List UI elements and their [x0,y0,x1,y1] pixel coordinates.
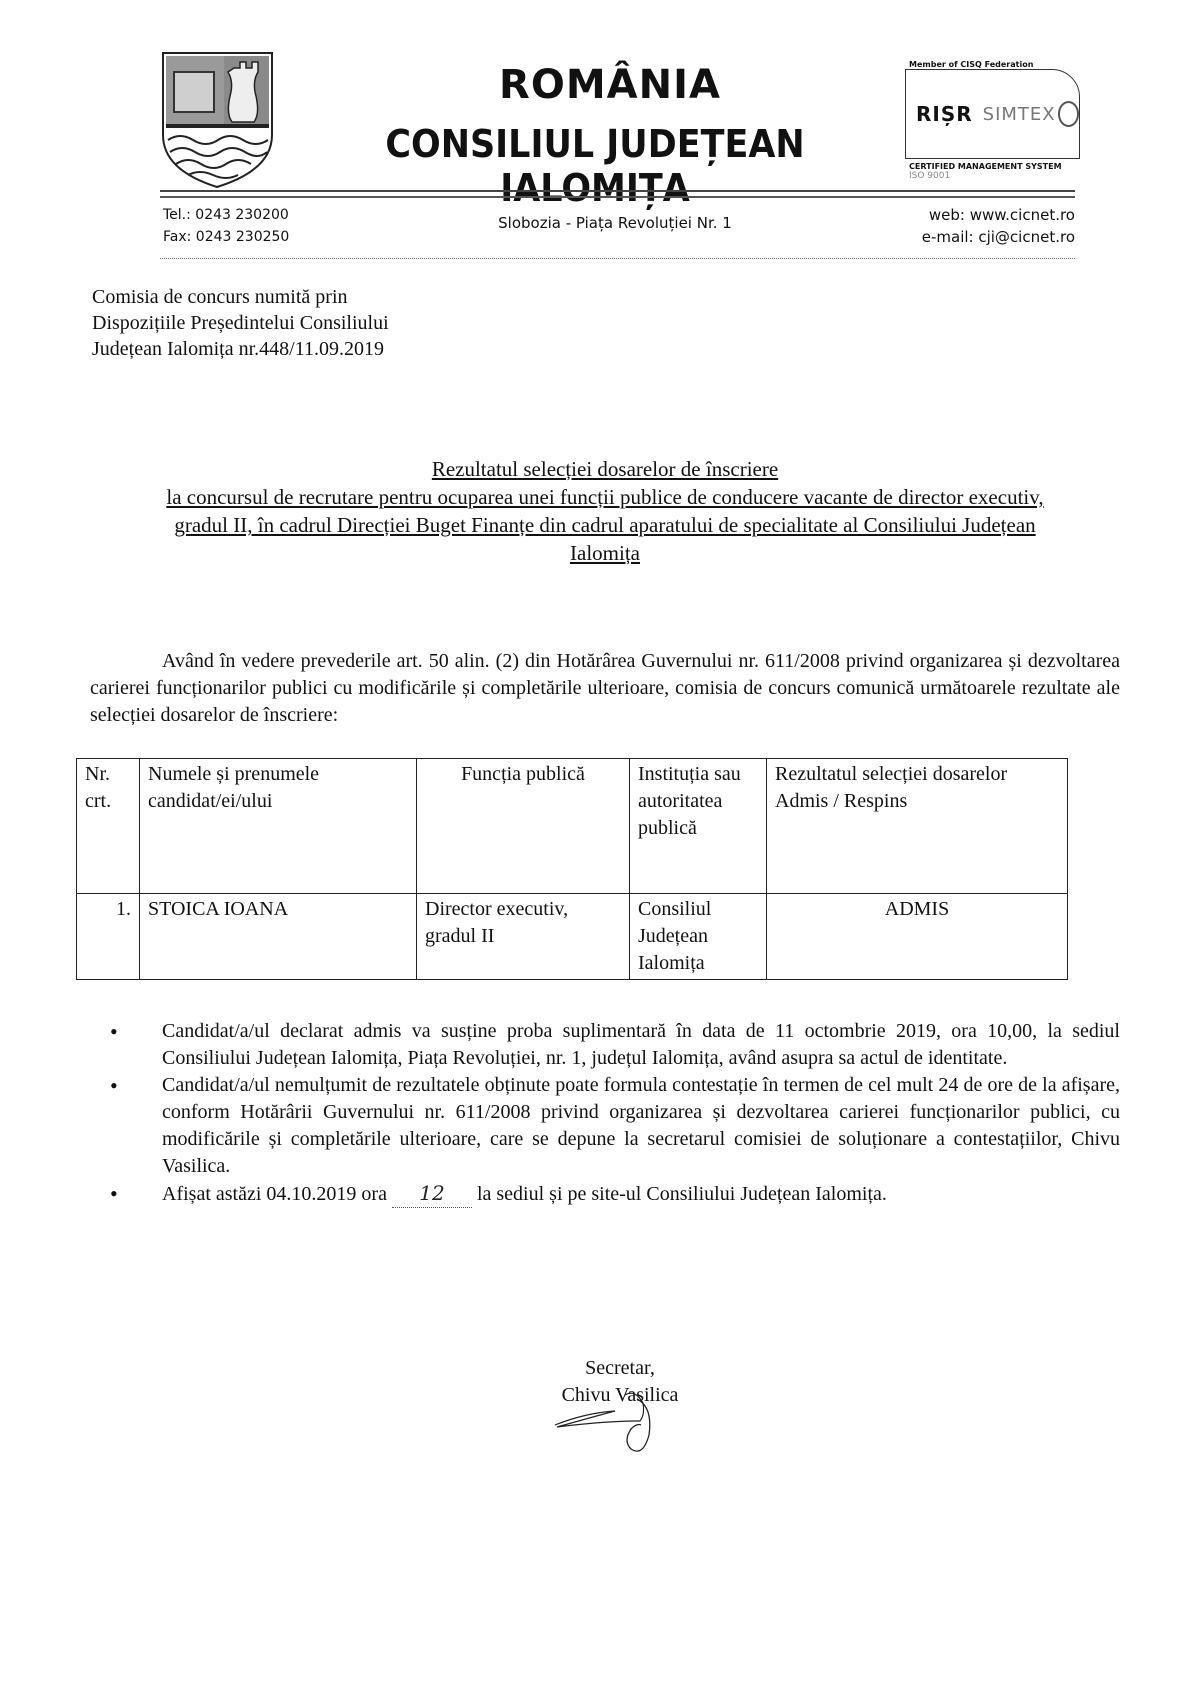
email-link[interactable]: e-mail: cji@cicnet.ro [921,228,1075,246]
handwritten-signature-icon [545,1385,685,1465]
intro-paragraph [90,648,1120,729]
list-item: • Candidat/a/ul declarat admis va susține proba suplimentară în data de 11 octombrie 2019, ora 10,00, la sediul Consiliului Județean Ialomița, Piața Revoluției, nr. 1, județul Ialomița, având asupra sa actul de identitate. [90,1018,1120,1072]
title-line: gradul II, în cadrul Direcției Buget Finanțe din cadrul aparatului de specialitate al Consiliului Județean [174,513,1036,537]
document-title [90,455,1120,567]
header-nr: Nr. crt. [77,759,140,894]
certification-logo [905,60,1080,181]
list-item [90,1180,1120,1208]
fax-number: Fax: 0243 230250 [163,229,290,245]
table-row [77,894,1068,980]
header-result: Rezultatul selecției dosarelor Admis / Respins [767,759,1068,894]
header-function: Funcția publică [417,759,630,894]
iqnet-seal-icon [1058,101,1079,127]
county-coat-of-arms-icon [160,50,275,190]
cell-result: ADMIS [767,894,1068,980]
telephone-number: Tel.: 0243 230200 [163,207,289,223]
commission-line: Județean Ialomița nr.448/11.09.2019 [92,338,384,360]
certification-box [905,69,1080,159]
cell-function: Director executiv, gradul II [417,894,630,980]
header-thin-divider [160,258,1075,259]
postal-address: Slobozia - Piața Revoluției Nr. 1 [498,214,732,232]
simtex-brand: SIMTEX [982,103,1056,125]
header-institution: Instituția sau autoritatea publică [630,759,767,894]
cell-name: STOICA IOANA [140,894,417,980]
commission-line: Dispozițiile Președintelui Consiliului [92,312,389,334]
website-link[interactable]: web: www.cicnet.ro [928,206,1075,224]
notes-list [90,1018,1120,1208]
cisq-member-text: Member of CISQ Federation [909,60,1034,69]
title-line: Rezultatul selecției dosarelor de înscriere [431,457,779,481]
posted-suffix: la sediul și pe site-ul Consiliului Județean Ialomița. [476,1183,887,1205]
results-table [76,758,1068,980]
signatory-name: Chivu Vasilica [561,1384,679,1406]
commission-reference [92,284,389,362]
web-contact [820,204,1075,248]
table-header-row [77,759,1068,894]
institution-heading: CONSILIUL JUDEȚEAN IALOMIȚA [385,122,805,210]
list-item: • Candidat/a/ul nemulțumit de rezultatele obținute poate formula contestație în termen de cel mult 24 de ore de la afișare, conform Hotărârii Guvernului nr. 611/2008 privind organizarea și dezvoltarea carierei funcționarilor publici, cu modificările și completările ulterioare, care se depune la secretarul comisiei de soluționare a contestațiilor, Chivu Vasilica. [90,1072,1120,1180]
cell-nr: 1. [77,894,140,980]
iso-standard-text: ISO 9001 [909,171,951,181]
header-double-divider [160,190,1075,198]
title-line: Ialomița [570,541,640,565]
phone-contact [163,204,289,248]
posted-hour-handwritten: 12 [392,1180,472,1208]
intro-text: Având în vedere prevederile art. 50 alin. (2) din Hotărârea Guvernului nr. 611/2008 privind organizarea și dezvoltarea carierei funcționarilor publici cu modificările și completările ulterioare, comisia de concurs comunică următoarele rezultate ale selecției dosarelor de înscriere: [90,650,1120,726]
management-system-text: CERTIFIED MANAGEMENT SYSTEM [909,162,1062,171]
commission-line: Comisia de concurs numită prin [92,286,348,308]
header-name: Numele și prenumele candidat/ei/ului [140,759,417,894]
posted-prefix: Afișat astăzi 04.10.2019 ora [162,1183,387,1205]
cell-institution: Consiliul Județean Ialomița [630,894,767,980]
signatory-role: Secretar, [585,1357,655,1379]
title-line: la concursul de recrutare pentru ocuparea unei funcții publice de conducere vacante de director executiv, [166,485,1044,509]
country-heading: ROMÂNIA [499,62,721,108]
risr-brand: RIȘR [916,102,973,126]
